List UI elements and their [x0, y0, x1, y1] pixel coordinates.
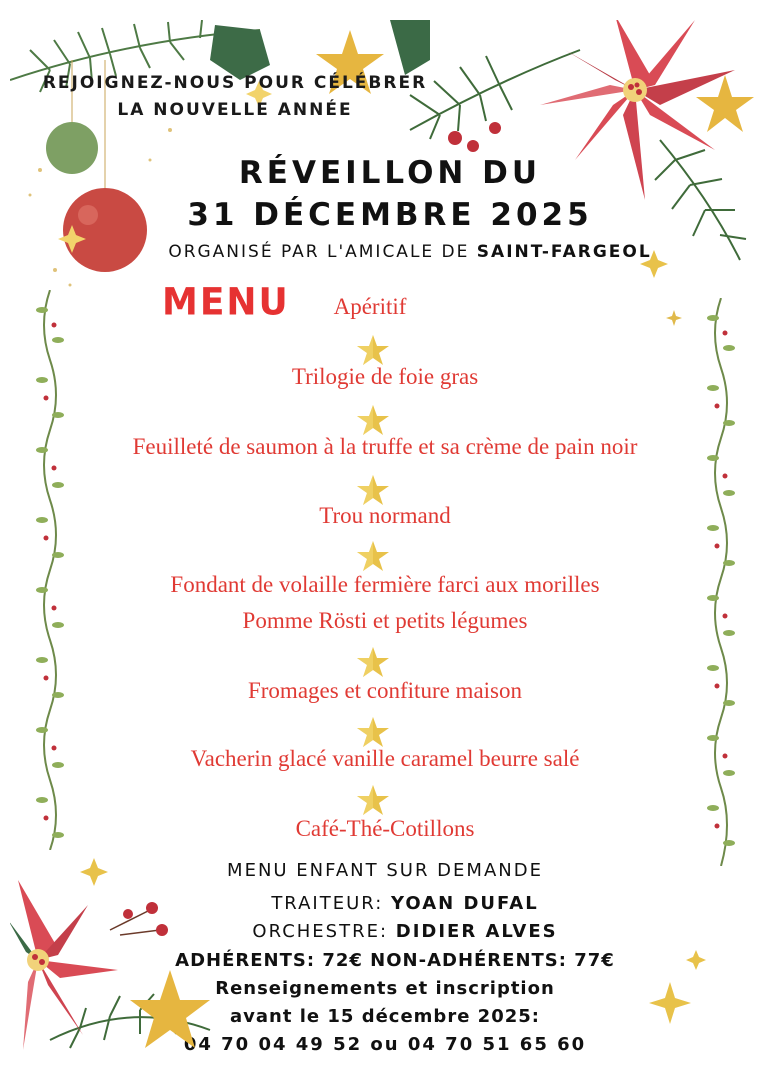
sparkle-icon [80, 858, 108, 886]
course-coffee: Café-Thé-Cotillons [295, 816, 475, 841]
gold-star-icon [356, 784, 390, 818]
title-line-2: 31 DÉCEMBRE 2025 [187, 197, 593, 233]
title-line-1: RÉVEILLON DU [238, 155, 542, 191]
gold-star-icon [130, 970, 210, 1048]
gold-star-icon [356, 716, 390, 750]
organizer-prefix: ORGANISÉ PAR L'AMICALE DE [168, 242, 477, 262]
gold-star-icon [356, 404, 390, 438]
sparkle-icon [649, 982, 691, 1024]
course-foie-gras: Trilogie de foie gras [291, 364, 479, 389]
band-name: DIDIER ALVES [395, 921, 558, 942]
gold-star-icon [356, 334, 390, 368]
invitation-line-2: LA NOUVELLE ANNÉE [117, 100, 353, 120]
sparkle-icon [664, 308, 684, 328]
price-line: ADHÉRENTS: 72€ NON-ADHÉRENTS: 77€ [175, 950, 615, 971]
bottom-left-decoration [10, 840, 230, 1070]
menu-heading: MENU [162, 280, 290, 325]
course-dessert: Vacherin glacé vanille caramel beurre salé [190, 746, 580, 771]
course-cheese: Fromages et confiture maison [247, 678, 522, 703]
phone-numbers: 04 70 04 49 52 ou 04 70 51 65 60 [183, 1034, 587, 1055]
bottom-right-decoration [640, 940, 754, 1040]
registration-info-line-1: Renseignements et inscription [215, 978, 555, 999]
course-aperitif: Apéritif [333, 294, 407, 319]
gold-star-icon [356, 646, 390, 680]
caterer-label: TRAITEUR: [271, 893, 391, 914]
registration-info-line-2: avant le 15 décembre 2025: [230, 1006, 540, 1027]
caterer-name: YOAN DUFAL [391, 893, 539, 914]
course-trou-normand: Trou normand [319, 503, 451, 528]
organizer-line [100, 242, 720, 262]
kids-menu-note: MENU ENFANT SUR DEMANDE [227, 860, 543, 881]
ornament-ball-icon [46, 122, 98, 174]
invitation-text [20, 70, 450, 124]
poinsettia-icon [10, 880, 118, 1050]
course-poultry: Fondant de volaille fermière farci aux morilles [170, 572, 600, 597]
course-salmon: Feuilleté de saumon à la truffe et sa crème de pain noir [132, 434, 638, 459]
band-label: ORCHESTRE: [252, 921, 396, 942]
event-title [120, 152, 660, 236]
organizer-name: SAINT-FARGEOL [476, 242, 652, 262]
sparkle-icon [686, 950, 706, 970]
invitation-line-1: REJOIGNEZ-NOUS POUR CÉLÉBRER [42, 73, 428, 93]
gold-star-icon [356, 474, 390, 508]
gold-star-icon [356, 540, 390, 574]
course-poultry-side: Pomme Rösti et petits légumes [242, 608, 528, 633]
